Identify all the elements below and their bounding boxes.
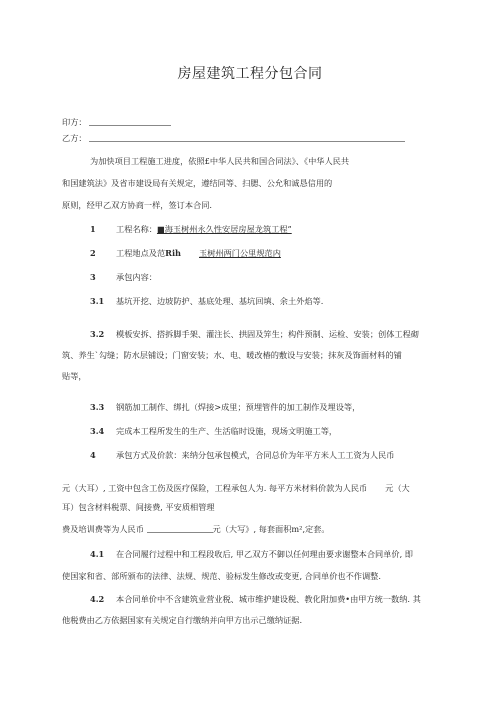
item-number: 4.1 [90,549,105,559]
item-number: 3.3 [90,402,105,412]
price-line-1 [62,483,410,493]
party-a-blank [89,117,171,126]
intro-line-1: 为加快项目工程施工进度，依照£中华人民共和国合同法》、《中华人民共 [90,156,350,166]
item-text: 承包内容： [116,272,157,282]
intro-line-2: 和国建筑法》及省市建设局有关规定，遵结同等、扫腮、公允和诚恳信用的 [62,178,333,188]
project-location: 玉树州两门公里规范内 [199,248,281,258]
project-name: ■海玉树州永久性安居房屋龙筑工程” [156,224,292,234]
item-number: 3.2 [90,329,105,339]
item-text: 模板安拆、搭拆脚手架、灌注长、拱固及笄生；构件预制、运检、安装；创体工程砌 [116,329,419,339]
party-a-label: 印方： [62,117,87,127]
item-label: 工程地点及范 [116,248,166,258]
party-a-line [62,117,171,127]
item-label-bold: Rih [165,248,182,258]
item-3-2-line-2: 筑、养生`勾缝；防水层铺设；门窗安装；水、电、暖改椿的敷设与安装；抹灰及饰面材料的铺 [62,350,402,360]
item-3-2-line-1 [90,329,419,339]
document-title: 房屋建筑工程分包合同 [177,66,323,82]
item-4 [90,450,394,460]
item-4-1-line-1 [90,549,413,559]
party-b-label: 乙方： [62,133,87,143]
item-number: 1 [90,224,96,234]
party-b-blank [89,133,405,142]
item-3-4 [90,426,337,436]
item-label: 工程名称： [116,224,157,234]
item-3-1 [90,296,323,306]
item-number: 3.1 [90,296,105,306]
item-1 [90,224,292,234]
item-3 [90,272,157,282]
item-number: 3.4 [90,426,105,436]
item-text: 承包方式及价款：来纳分包承包模式，合同总价为年平方米人工工资为人民币 [116,450,395,460]
item-4-2-line-1 [90,594,421,604]
item-3-2-line-3: 贴等， [62,371,87,381]
intro-line-3: 原则，经甲乙双方协商一样，签订本合同. [62,200,212,210]
item-text: 完成本工程所发生的生产、生活临时设施，现场文明施工等， [116,426,338,436]
price-line-3 [62,524,330,534]
item-4-1-line-2: 使国家和省、部所颁布的法律、法规、规范、验标发生修改或变更, 合同单价也不作调整. [62,571,381,581]
item-text: 本合同单价中不含建筑业营业税、城市维护建设税、教化附加费•由甲方统一数纳. 其 [116,594,421,604]
price-text-cont: 元（大写》, 每套面积m²,定套。 [212,524,330,534]
item-text: 基坑开挖、边坡防护、基底处理、基坑回填、余土外焰等. [116,296,324,306]
item-3-3 [90,402,360,412]
item-number: 4 [90,450,96,460]
item-number: 2 [90,248,96,258]
item-number: 4.2 [90,594,105,604]
price-blank [147,524,213,533]
price-text: 元（大耳）, 工资中包含工伤及医疗保险，工程承包人为. 每平方米材料价款为人民币 [62,483,368,493]
item-number: 3 [90,272,96,282]
item-text: 在合同履行过程中和工程段收后, 甲乙双方不御以任何理由要求谢整本合同单价, 即 [116,549,413,559]
price-line-2: 耳）包含材料税票、间接费, 平安质相管理 [62,502,215,512]
price-text: 费及培训费等为人民币 [62,524,144,534]
party-b-line [62,133,405,143]
item-text: 钢筋加工制作、绑扎（焊接>成里；预埋管件的加工制作及埋设等， [116,402,361,412]
price-text-cont: 元（大 [385,483,410,493]
item-4-2-line-2: 他税费由乙方依据国家有关规定自行缴纳并向甲方出示己缴纳证据. [62,615,303,625]
item-2 [90,248,281,258]
